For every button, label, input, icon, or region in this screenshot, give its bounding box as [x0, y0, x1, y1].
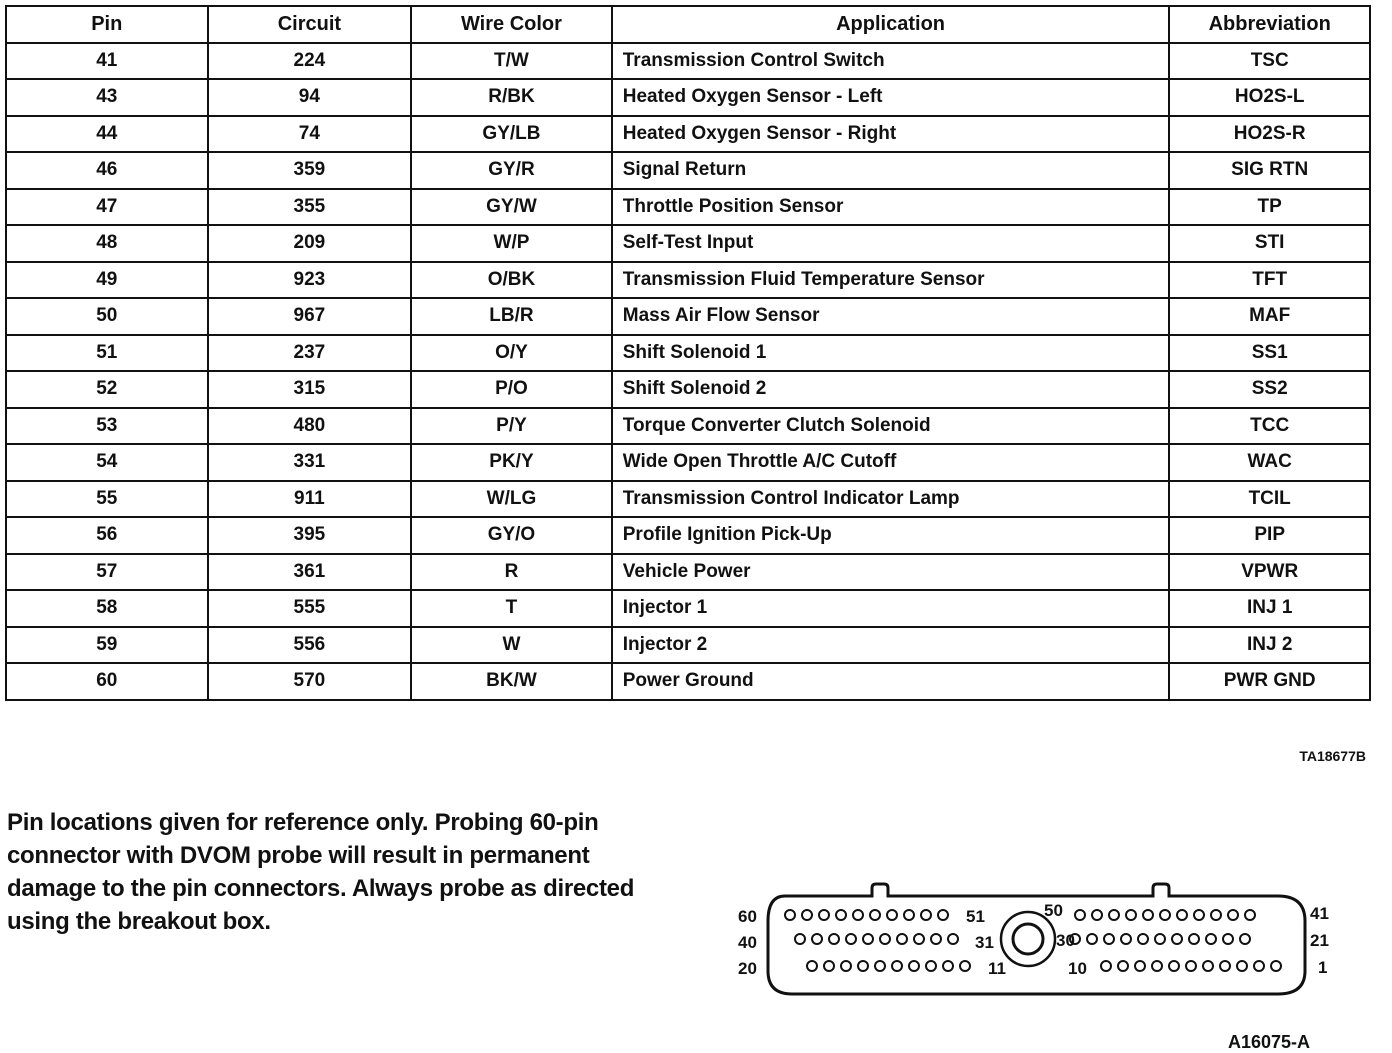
connector-diagram [730, 876, 1350, 1006]
label-pin-31: 31 [975, 933, 994, 952]
connector-pin-hole [904, 910, 914, 920]
cell-application: Injector 1 [612, 590, 1170, 627]
cell-application: Signal Return [612, 152, 1170, 189]
connector-key-inner-circle [1013, 924, 1043, 954]
connector-pins [785, 910, 1281, 971]
connector-pin-hole [1109, 910, 1119, 920]
connector-pin-hole [1177, 910, 1187, 920]
cell-pin: 55 [6, 481, 208, 518]
cell-circuit: 359 [208, 152, 412, 189]
cell-abbreviation: SIG RTN [1169, 152, 1370, 189]
cell-pin: 43 [6, 79, 208, 116]
label-pin-20: 20 [738, 959, 757, 978]
connector-pin-hole [1087, 934, 1097, 944]
cell-pin: 49 [6, 262, 208, 299]
cell-circuit: 224 [208, 43, 412, 80]
cell-application: Vehicle Power [612, 554, 1170, 591]
cell-application: Transmission Control Switch [612, 43, 1170, 80]
connector-pin-hole [1138, 934, 1148, 944]
connector-pin-hole [863, 934, 873, 944]
connector-pin-hole [1135, 961, 1145, 971]
connector-pin-hole [819, 910, 829, 920]
cell-abbreviation: STI [1169, 225, 1370, 262]
cell-pin: 57 [6, 554, 208, 591]
connector-pin-hole [887, 910, 897, 920]
cell-pin: 46 [6, 152, 208, 189]
connector-pin-hole [858, 961, 868, 971]
table-row [6, 43, 1370, 80]
connector-pin-hole [875, 961, 885, 971]
connector-pin-hole [1228, 910, 1238, 920]
cell-pin: 51 [6, 335, 208, 372]
cell-wire-color: PK/Y [411, 444, 612, 481]
cell-circuit: 355 [208, 189, 412, 226]
cell-circuit: 923 [208, 262, 412, 299]
connector-key-outer-circle [1001, 912, 1055, 966]
connector-pin-hole [897, 934, 907, 944]
connector-pin-hole [1206, 934, 1216, 944]
cell-wire-color: R/BK [411, 79, 612, 116]
cell-application: Shift Solenoid 2 [612, 371, 1170, 408]
cell-application: Transmission Control Indicator Lamp [612, 481, 1170, 518]
cell-wire-color: GY/R [411, 152, 612, 189]
cell-pin: 59 [6, 627, 208, 664]
label-pin-30: 30 [1056, 931, 1075, 950]
cell-abbreviation: INJ 1 [1169, 590, 1370, 627]
cell-wire-color: T [411, 590, 612, 627]
cell-abbreviation: TCIL [1169, 481, 1370, 518]
table-row [6, 444, 1370, 481]
table-row [6, 371, 1370, 408]
cell-wire-color: GY/LB [411, 116, 612, 153]
connector-pin-hole [1223, 934, 1233, 944]
connector-pin-hole [931, 934, 941, 944]
connector-pin-hole [926, 961, 936, 971]
label-pin-51: 51 [966, 907, 985, 926]
connector-outline [768, 884, 1305, 994]
cell-circuit: 555 [208, 590, 412, 627]
label-pin-60: 60 [738, 907, 757, 926]
cell-pin: 60 [6, 663, 208, 700]
cell-wire-color: W/LG [411, 481, 612, 518]
cell-circuit: 556 [208, 627, 412, 664]
cell-wire-color: R [411, 554, 612, 591]
cell-wire-color: T/W [411, 43, 612, 80]
cell-application: Power Ground [612, 663, 1170, 700]
cell-wire-color: O/Y [411, 335, 612, 372]
connector-pin-hole [1169, 961, 1179, 971]
cell-application: Transmission Fluid Temperature Sensor [612, 262, 1170, 299]
cell-application: Shift Solenoid 1 [612, 335, 1170, 372]
connector-pin-hole [1254, 961, 1264, 971]
cell-circuit: 967 [208, 298, 412, 335]
connector-pin-hole [909, 961, 919, 971]
cell-abbreviation: SS2 [1169, 371, 1370, 408]
connector-pin-hole [948, 934, 958, 944]
cell-wire-color: GY/W [411, 189, 612, 226]
header-application: Application [612, 6, 1170, 43]
connector-pin-hole [1121, 934, 1131, 944]
connector-pin-hole [853, 910, 863, 920]
cell-abbreviation: TSC [1169, 43, 1370, 80]
table-row [6, 627, 1370, 664]
connector-pin-hole [846, 934, 856, 944]
cell-circuit: 570 [208, 663, 412, 700]
cell-abbreviation: SS1 [1169, 335, 1370, 372]
cell-wire-color: O/BK [411, 262, 612, 299]
cell-circuit: 315 [208, 371, 412, 408]
table-row [6, 262, 1370, 299]
connector-pin-hole [829, 934, 839, 944]
table-header-row [6, 6, 1370, 43]
connector-pin-hole [1092, 910, 1102, 920]
cell-application: Heated Oxygen Sensor - Left [612, 79, 1170, 116]
cell-wire-color: W [411, 627, 612, 664]
header-pin: Pin [6, 6, 208, 43]
cell-pin: 56 [6, 517, 208, 554]
cell-pin: 54 [6, 444, 208, 481]
table-row [6, 554, 1370, 591]
cell-circuit: 911 [208, 481, 412, 518]
cell-abbreviation: HO2S-L [1169, 79, 1370, 116]
connector-pin-hole [785, 910, 795, 920]
label-pin-41: 41 [1310, 904, 1329, 923]
cell-circuit: 74 [208, 116, 412, 153]
table-figure-code: TA18677B [1299, 748, 1366, 764]
connector-pin-hole [880, 934, 890, 944]
cell-wire-color: P/O [411, 371, 612, 408]
cell-application: Heated Oxygen Sensor - Right [612, 116, 1170, 153]
cell-pin: 44 [6, 116, 208, 153]
cell-pin: 52 [6, 371, 208, 408]
cell-pin: 50 [6, 298, 208, 335]
warning-note: Pin locations given for reference only. Probing 60-pin connector with DVOM probe will result in permanent damage to the pin connectors. Always probe as directed using the breakout box. [7, 809, 635, 935]
table-row [6, 335, 1370, 372]
connector-pin-hole [870, 910, 880, 920]
cell-circuit: 361 [208, 554, 412, 591]
header-wire-color: Wire Color [411, 6, 612, 43]
cell-pin: 48 [6, 225, 208, 262]
table-row [6, 408, 1370, 445]
connector-pin-hole [1075, 910, 1085, 920]
connector-pin-hole [1245, 910, 1255, 920]
connector-pin-hole [1271, 961, 1281, 971]
cell-wire-color: BK/W [411, 663, 612, 700]
connector-pin-hole [836, 910, 846, 920]
cell-wire-color: GY/O [411, 517, 612, 554]
connector-pin-hole [1101, 961, 1111, 971]
connector-pin-hole [1203, 961, 1213, 971]
cell-abbreviation: TFT [1169, 262, 1370, 299]
label-pin-50: 50 [1044, 901, 1063, 920]
table-row [6, 481, 1370, 518]
cell-circuit: 209 [208, 225, 412, 262]
cell-abbreviation: VPWR [1169, 554, 1370, 591]
cell-wire-color: W/P [411, 225, 612, 262]
connector-pin-hole [1189, 934, 1199, 944]
connector-pin-hole [1152, 961, 1162, 971]
connector-pin-hole [841, 961, 851, 971]
connector-pin-hole [921, 910, 931, 920]
cell-application: Self-Test Input [612, 225, 1170, 262]
cell-pin: 41 [6, 43, 208, 80]
connector-pin-hole [943, 961, 953, 971]
table-row [6, 152, 1370, 189]
cell-circuit: 331 [208, 444, 412, 481]
header-circuit: Circuit [208, 6, 412, 43]
connector-pin-hole [1155, 934, 1165, 944]
table-row [6, 116, 1370, 153]
cell-pin: 58 [6, 590, 208, 627]
pin-table [5, 5, 1371, 701]
connector-pin-hole [802, 910, 812, 920]
table-row [6, 663, 1370, 700]
connector-pin-hole [1220, 961, 1230, 971]
connector-pin-hole [938, 910, 948, 920]
connector-pin-hole [1104, 934, 1114, 944]
cell-application: Mass Air Flow Sensor [612, 298, 1170, 335]
table-row [6, 79, 1370, 116]
cell-application: Torque Converter Clutch Solenoid [612, 408, 1170, 445]
cell-application: Profile Ignition Pick-Up [612, 517, 1170, 554]
connector-pin-hole [1172, 934, 1182, 944]
cell-application: Injector 2 [612, 627, 1170, 664]
cell-circuit: 237 [208, 335, 412, 372]
connector-pin-hole [1118, 961, 1128, 971]
header-abbreviation: Abbreviation [1169, 6, 1370, 43]
connector-pin-hole [1160, 910, 1170, 920]
cell-circuit: 480 [208, 408, 412, 445]
label-pin-40: 40 [738, 933, 757, 952]
cell-circuit: 395 [208, 517, 412, 554]
cell-abbreviation: INJ 2 [1169, 627, 1370, 664]
connector-pin-hole [892, 961, 902, 971]
connector-pin-hole [824, 961, 834, 971]
cell-abbreviation: TCC [1169, 408, 1370, 445]
connector-figure-code: A16075-A [1228, 1032, 1311, 1052]
connector-pin-hole [1126, 910, 1136, 920]
connector-pin-hole [914, 934, 924, 944]
table-row [6, 298, 1370, 335]
table-body [6, 43, 1370, 700]
cell-pin: 47 [6, 189, 208, 226]
connector-pin-hole [1240, 934, 1250, 944]
table-row [6, 517, 1370, 554]
connector-pin-hole [1186, 961, 1196, 971]
connector-pin-hole [1237, 961, 1247, 971]
cell-pin: 53 [6, 408, 208, 445]
cell-abbreviation: TP [1169, 189, 1370, 226]
label-pin-21: 21 [1310, 931, 1329, 950]
cell-wire-color: LB/R [411, 298, 612, 335]
label-pin-1: 1 [1318, 958, 1328, 977]
cell-abbreviation: PWR GND [1169, 663, 1370, 700]
table-row [6, 225, 1370, 262]
connector-pin-hole [1194, 910, 1204, 920]
cell-abbreviation: MAF [1169, 298, 1370, 335]
cell-application: Throttle Position Sensor [612, 189, 1170, 226]
connector-pin-hole [807, 961, 817, 971]
label-pin-10: 10 [1068, 959, 1087, 978]
connector-pin-hole [1143, 910, 1153, 920]
cell-wire-color: P/Y [411, 408, 612, 445]
cell-abbreviation: PIP [1169, 517, 1370, 554]
connector-pin-hole [960, 961, 970, 971]
connector-pin-hole [795, 934, 805, 944]
table-row [6, 590, 1370, 627]
label-pin-11: 11 [988, 959, 1006, 978]
cell-abbreviation: WAC [1169, 444, 1370, 481]
cell-application: Wide Open Throttle A/C Cutoff [612, 444, 1170, 481]
cell-abbreviation: HO2S-R [1169, 116, 1370, 153]
cell-circuit: 94 [208, 79, 412, 116]
table-row [6, 189, 1370, 226]
connector-pin-hole [812, 934, 822, 944]
connector-pin-hole [1211, 910, 1221, 920]
